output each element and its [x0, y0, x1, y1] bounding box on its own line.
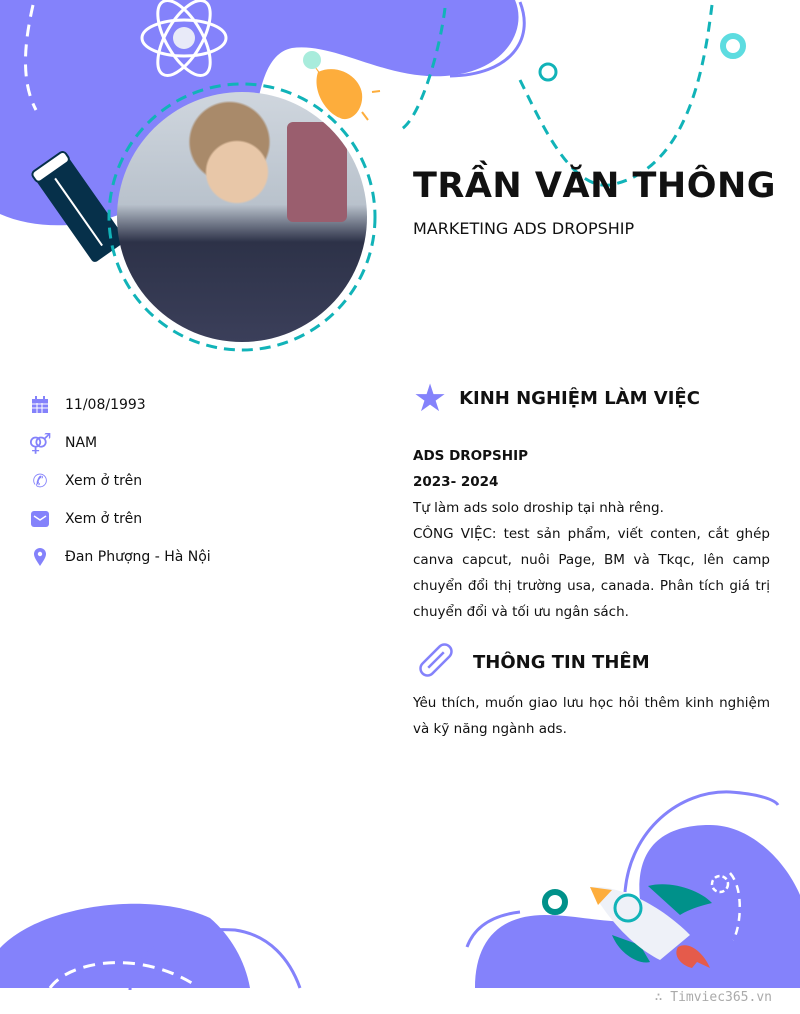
calendar-icon	[30, 395, 50, 415]
experience-heading: ★ KINH NGHIỆM LÀM VIỆC	[413, 376, 700, 420]
experience-company: ADS DROPSHIP	[413, 448, 528, 464]
gender-icon: ⚤	[28, 431, 52, 455]
additional-text: Yêu thích, muốn giao lưu học hỏi thêm kinh nghiệm và kỹ năng ngành ads.	[413, 695, 770, 737]
profile-photo	[117, 92, 367, 342]
location-icon	[30, 547, 50, 567]
contact-address: Đan Phượng - Hà Nội	[30, 538, 211, 576]
contact-birthdate: 11/08/1993	[30, 386, 211, 424]
experience-summary: Tự làm ads solo droship tại nhà rêng.	[413, 500, 664, 516]
experience-section	[413, 443, 770, 625]
job-title: MARKETING ADS DROPSHIP	[413, 219, 635, 238]
rocket-icon	[590, 884, 712, 968]
contact-email: Xem ở trên	[30, 500, 211, 538]
paperclip-icon	[415, 640, 457, 685]
phone-icon: ✆	[32, 470, 48, 492]
email-icon	[30, 509, 50, 529]
star-icon: ★	[413, 376, 448, 420]
contact-gender: ⚤ NAM	[28, 431, 98, 455]
candidate-name: TRẦN VĂN THÔNG	[413, 166, 776, 206]
experience-details: CÔNG VIỆC: test sản phẩm, viết conten, cắt ghép canva capcut, nuôi Page, BM và Tkqc, lên camp chuyển đổi thị trường usa, canada. Phân tích giá trị chuyển đổi và tối ưu ngân sách.	[413, 526, 770, 620]
experience-period: 2023- 2024	[413, 474, 499, 490]
additional-heading: THÔNG TIN THÊM	[415, 640, 650, 685]
watermark: ∴ Timviec365.vn	[654, 990, 772, 1005]
contact-phone: ✆ Xem ở trên	[30, 462, 211, 500]
contact-info	[30, 386, 211, 576]
